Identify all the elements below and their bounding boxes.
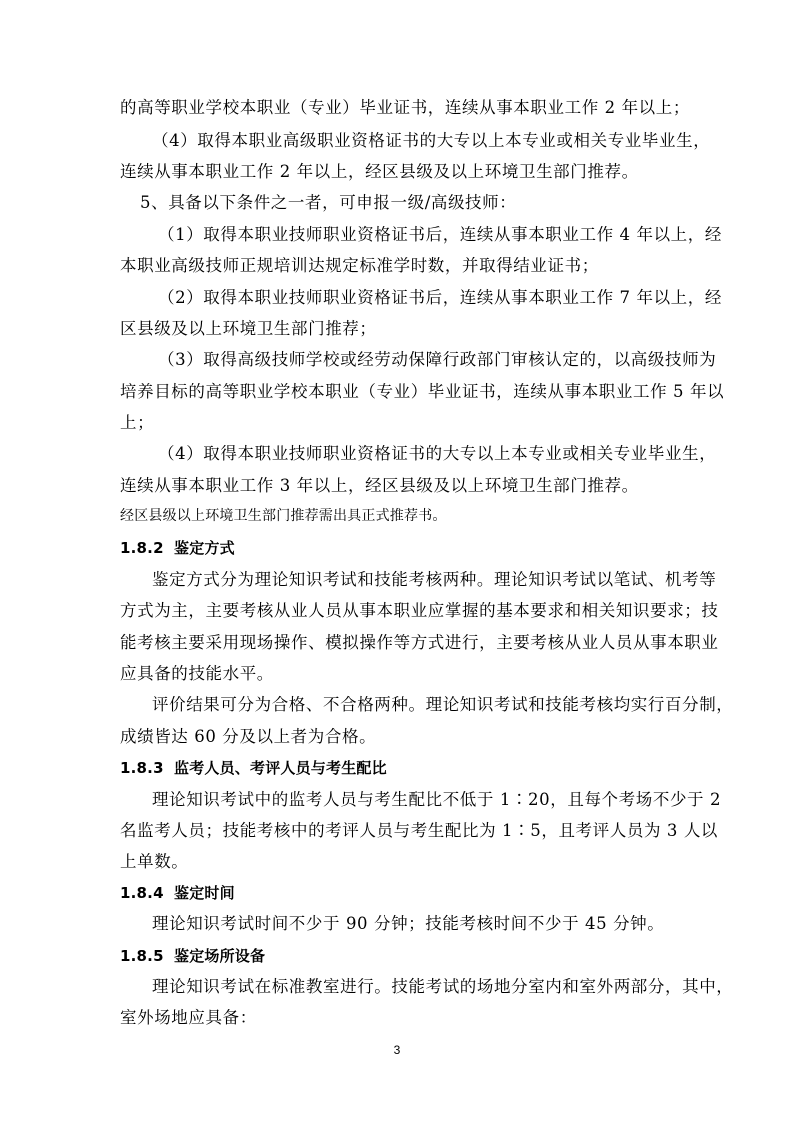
paragraph-line: 鉴定方式分为理论知识考试和技能考核两种。理论知识考试以笔试、机考等 [152, 570, 717, 589]
section-number: 1.8.5 [120, 947, 164, 965]
paragraph-line: 评价结果可分为合格、不合格两种。理论知识考试和技能考核均实行百分制， [152, 695, 734, 714]
paragraph-line: 培养目标的高等职业学校本职业（专业）毕业证书，连续从事本职业工作 5 年以 [120, 382, 725, 401]
paragraph-line: 能考核主要采用现场操作、模拟操作等方式进行，主要考核从业人员从事本职业 [120, 633, 719, 652]
paragraph-line: 室外场地应具备： [120, 1008, 257, 1027]
paragraph-line: 成绩皆达 60 分及以上者为合格。 [120, 727, 377, 746]
paragraph-line: 名监考人员；技能考核中的考评人员与考生配比为 1∶5，且考评人员为 3 人以 [120, 821, 719, 840]
section-number: 1.8.4 [120, 884, 164, 902]
section-number: 1.8.3 [120, 759, 164, 777]
paragraph-line: 连续从事本职业工作 2 年以上，经区县级及以上环境卫生部门推荐。 [120, 162, 639, 181]
paragraph-line: 区县级及以上环境卫生部门推荐； [120, 319, 377, 338]
section-heading [120, 758, 680, 778]
section-title: 监考人员、考评人员与考生配比 [174, 759, 387, 777]
paragraph-line: 的高等职业学校本职业（专业）毕业证书，连续从事本职业工作 2 年以上； [120, 98, 690, 117]
section-title: 鉴定场所设备 [174, 947, 266, 965]
paragraph-line: （4）取得本职业技师职业资格证书的大专以上本专业或相关专业毕业生， [158, 444, 717, 463]
section-number: 1.8.2 [120, 539, 164, 557]
section-heading [120, 946, 680, 966]
page-number: 3 [393, 1043, 401, 1057]
paragraph-line: 理论知识考试中的监考人员与考生配比不低于 1∶20，且每个考场不少于 2 [152, 790, 722, 809]
paragraph-line: 方式为主，主要考核从业人员从事本职业应掌握的基本要求和相关知识要求；技 [120, 601, 719, 620]
paragraph-line: 理论知识考试在标准教室进行。技能考试的场地分室内和室外两部分，其中， [152, 977, 734, 996]
paragraph-line: 本职业高级技师正规培训达规定标准学时数，并取得结业证书； [120, 256, 599, 275]
section-title: 鉴定时间 [174, 884, 235, 902]
paragraph-line: 应具备的技能水平。 [120, 664, 274, 683]
paragraph-line: （3）取得高级技师学校或经劳动保障行政部门审核认定的，以高级技师为 [158, 350, 717, 369]
paragraph-line: （1）取得本职业技师职业资格证书后，连续从事本职业工作 4 年以上，经 [158, 225, 722, 244]
paragraph-line: 5、具备以下条件之一者，可申报一级/高级技师： [140, 193, 517, 212]
note-line: 经区县级以上环境卫生部门推荐需出具正式推荐书。 [120, 508, 447, 524]
section-title: 鉴定方式 [174, 539, 235, 557]
paragraph-line: （2）取得本职业技师职业资格证书后，连续从事本职业工作 7 年以上，经 [158, 288, 722, 307]
section-heading [120, 538, 680, 558]
paragraph-line: （4）取得本职业高级职业资格证书的大专以上本专业或相关专业毕业生， [152, 131, 711, 150]
paragraph-line: 连续从事本职业工作 3 年以上，经区县级及以上环境卫生部门推荐。 [120, 476, 639, 495]
paragraph-line: 上单数。 [120, 852, 189, 871]
section-heading [120, 883, 680, 903]
paragraph-line: 理论知识考试时间不少于 90 分钟；技能考核时间不少于 45 分钟。 [152, 914, 665, 933]
paragraph-line: 上； [120, 413, 155, 432]
